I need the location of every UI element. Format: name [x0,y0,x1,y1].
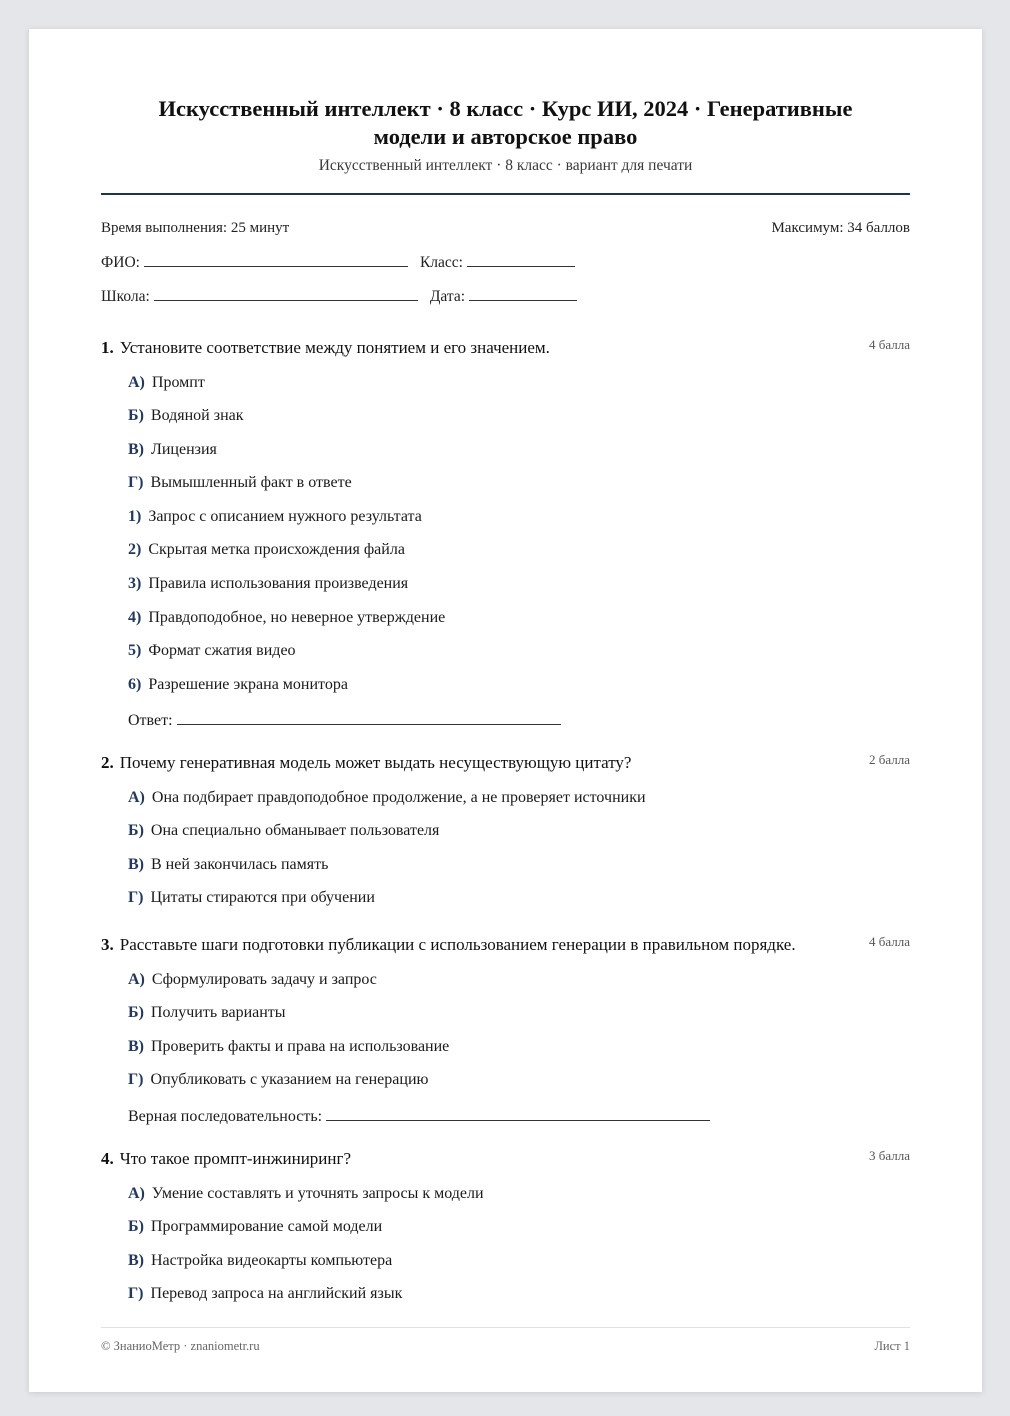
option-label: Г) [128,1071,144,1088]
option-item [128,1185,484,1203]
option-label: А) [128,789,145,806]
option-label: Г) [128,474,144,491]
option-text: В ней закончилась память [151,856,329,873]
header-divider [101,193,910,195]
option-item [128,1218,382,1236]
option-label: А) [128,374,145,391]
option-text: Получить варианты [150,1004,286,1021]
date-input-line[interactable] [469,286,577,301]
option-text: Правдоподобное, но неверное утверждение [148,609,446,626]
option-text: Разрешение экрана монитора [148,676,348,693]
option-item [128,407,244,425]
school-input-line[interactable] [154,286,418,301]
question-1 [101,337,910,729]
answer-label: Ответ: [128,712,173,729]
option-item [128,1004,286,1022]
option-label: Б) [128,1218,144,1235]
option-label: 5) [128,642,142,659]
option-label: 6) [128,676,142,693]
option-item [128,789,646,807]
question-text: Установите соответствие между понятием и его значением. [119,338,550,357]
option-text: Формат сжатия видео [148,642,296,659]
page-content [101,29,910,1392]
answer-input-line[interactable] [326,1105,710,1121]
time-limit: Время выполнения: 25 минут [101,220,290,236]
question-header [101,338,910,358]
option-label: А) [128,1185,145,1202]
question-number: 3. [101,935,114,954]
answer-row [128,1105,710,1126]
option-label: Г) [128,889,144,906]
option-item [128,441,217,459]
question-number: 4. [101,1149,114,1168]
answer-row [128,709,561,730]
option-text: Проверить факты и права на использование [151,1038,450,1055]
option-label: В) [128,856,144,873]
question-text: Расставьте шаги подготовки публикации с использованием генерации в правильном порядке. [119,935,796,954]
option-label: Б) [128,407,144,424]
option-item [128,541,405,559]
option-text: Она подбирает правдоподобное продолжение, а не проверяет источники [151,789,646,806]
option-text: Цитаты стираются при обучении [150,889,375,906]
page-subtitle: Искусственный интеллект · 8 класс · вариант для печати [318,157,693,174]
option-item [128,889,375,907]
fio-class-row [101,252,587,272]
question-text: Что такое промпт-инжиниринг? [119,1149,352,1168]
question-points: 4 балла [869,934,910,949]
worksheet-page [29,29,982,1392]
question-header [101,935,910,955]
option-label: В) [128,441,144,458]
fio-input-line[interactable] [144,252,408,267]
footer-divider [101,1327,910,1328]
option-text: Вымышленный факт в ответе [150,474,352,491]
option-label: 2) [128,541,142,558]
option-label: А) [128,971,145,988]
question-points: 4 балла [869,337,910,352]
answer-label: Верная последовательность: [128,1108,323,1125]
option-text: Сформулировать задачу и запрос [151,971,377,988]
max-score: Максимум: 34 баллов [771,220,910,236]
option-item [128,822,439,840]
option-item [128,1038,449,1056]
meta-row [101,220,910,237]
option-item [128,1071,428,1089]
option-label: В) [128,1252,144,1269]
question-header [101,753,910,773]
option-item [128,971,377,989]
school-date-row [101,286,589,306]
question-text: Почему генеративная модель может выдать несуществующую цитату? [119,753,632,772]
question-points: 3 балла [869,1148,910,1163]
question-number: 1. [101,338,114,357]
question-4 [101,1148,910,1302]
class-label: Класс: [419,254,463,271]
question-header [101,1149,910,1169]
option-text: Перевод запроса на английский язык [150,1285,403,1302]
question-3 [101,934,910,1125]
option-text: Водяной знак [150,407,244,424]
option-text: Запрос с описанием нужного результата [148,508,422,525]
option-item [128,374,205,392]
school-label: Школа: [101,288,150,305]
option-item [128,609,445,627]
option-item [128,856,328,874]
option-label: Б) [128,1004,144,1021]
fio-label: ФИО: [101,254,140,271]
option-text: Опубликовать с указанием на генерацию [150,1071,429,1088]
option-item [128,575,408,593]
option-item [128,1252,392,1270]
option-label: 4) [128,609,142,626]
option-label: 3) [128,575,142,592]
footer-copyright: © ЗнаниоМетр · znaniometr.ru [101,1339,260,1353]
option-item [128,1285,402,1303]
page-title: Искусственный интеллект · 8 класс · Курс ИИ, 2024 · Генеративные модели и авторское право [158,96,853,149]
option-text: Она специально обманывает пользователя [150,822,440,839]
option-item [128,474,352,492]
date-label: Дата: [429,288,466,305]
option-label: 1) [128,508,142,525]
option-text: Промпт [151,374,205,391]
option-text: Умение составлять и уточнять запросы к модели [151,1185,484,1202]
class-input-line[interactable] [467,252,575,267]
option-text: Скрытая метка происхождения файла [148,541,405,558]
question-number: 2. [101,753,114,772]
option-item [128,642,296,660]
option-text: Программирование самой модели [150,1218,383,1235]
question-points: 2 балла [869,752,910,767]
question-2 [101,752,910,906]
page-number: Лист 1 [874,1339,910,1353]
page-footer [101,1339,910,1354]
answer-input-line[interactable] [177,709,561,725]
option-label: Б) [128,822,144,839]
option-item [128,676,348,694]
option-text: Правила использования произведения [148,575,409,592]
option-text: Настройка видеокарты компьютера [151,1252,393,1269]
option-label: Г) [128,1285,144,1302]
option-item [128,508,422,526]
option-label: В) [128,1038,144,1055]
option-text: Лицензия [151,441,217,458]
